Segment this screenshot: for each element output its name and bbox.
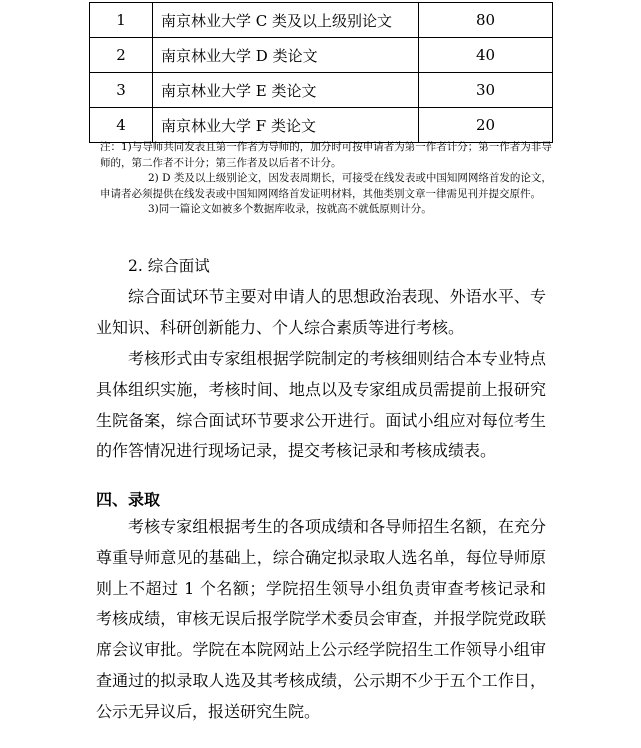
row-number: 2 [90,38,153,73]
score-value: 30 [419,73,553,108]
table-row [90,108,553,143]
paper-category: 南京林业大学 E 类论文 [153,73,419,108]
note-2: 2) D 类及以上级别论文，因发表周期长，可接受在线发表或中国知网网络首发的论文，申请者必须提供在线发表或中国知网网络首发证明材料，其他类别文章一律需见刊并提交原件。 [100,172,552,200]
table-row [90,73,553,108]
score-value: 40 [419,38,553,73]
interview-paragraph-1: 综合面试环节主要对申请人的思想政治表现、外语水平、专业知识、科研创新能力、个人综合素质等进行考核。 [96,287,546,337]
score-value: 80 [419,3,553,38]
interview-paragraph-2: 考核形式由专家组根据学院制定的考核细则结合本专业特点具体组织实施，考核时间、地点以及专家组成员需提前上报研究生院备案，综合面试环节要求公开进行。面试小组应对每位考生的作答情况进行现场记录，提交考核记录和考核成绩表。 [96,349,546,461]
row-number: 1 [90,3,153,38]
row-number: 4 [90,108,153,143]
row-number: 3 [90,73,153,108]
note-1: 注：1)与导师共同发表且第一作者为导师的，加分时可按申请者为第一作者计分；第一作者为非导师的，第二作者不计分；第三作者及以后者不计分。 [100,141,552,169]
admission-paragraph: 考核专家组根据考生的各项成绩和各导师招生名额，在充分尊重导师意见的基础上，综合确定拟录取人选名单，每位导师原则上不超过 1 个名额；学院招生领导小组负责审查考核记录和考核成绩，审核无误后报学院学术委员会审查，并报学院党政联席会议审批。学院在本院网站上公示经学院招生工作领导小组审查通过的拟录取人选及其考核成绩，公示期不少于五个工作日，公示无异议后，报送研究生院。 [96,517,546,721]
paper-category: 南京林业大学 C 类及以上级别论文 [153,3,419,38]
section-heading-interview: 2. 综合面试 [128,257,210,275]
score-table [89,2,553,143]
table-row [90,3,553,38]
score-value: 20 [419,108,553,143]
note-3: 3)同一篇论文如被多个数据库收录，按就高不就低原则计分。 [148,203,432,215]
table-row [90,38,553,73]
section-heading-admission: 四、录取 [96,490,161,509]
paper-category: 南京林业大学 D 类论文 [153,38,419,73]
paper-category: 南京林业大学 F 类论文 [153,108,419,143]
table-notes [100,140,552,218]
